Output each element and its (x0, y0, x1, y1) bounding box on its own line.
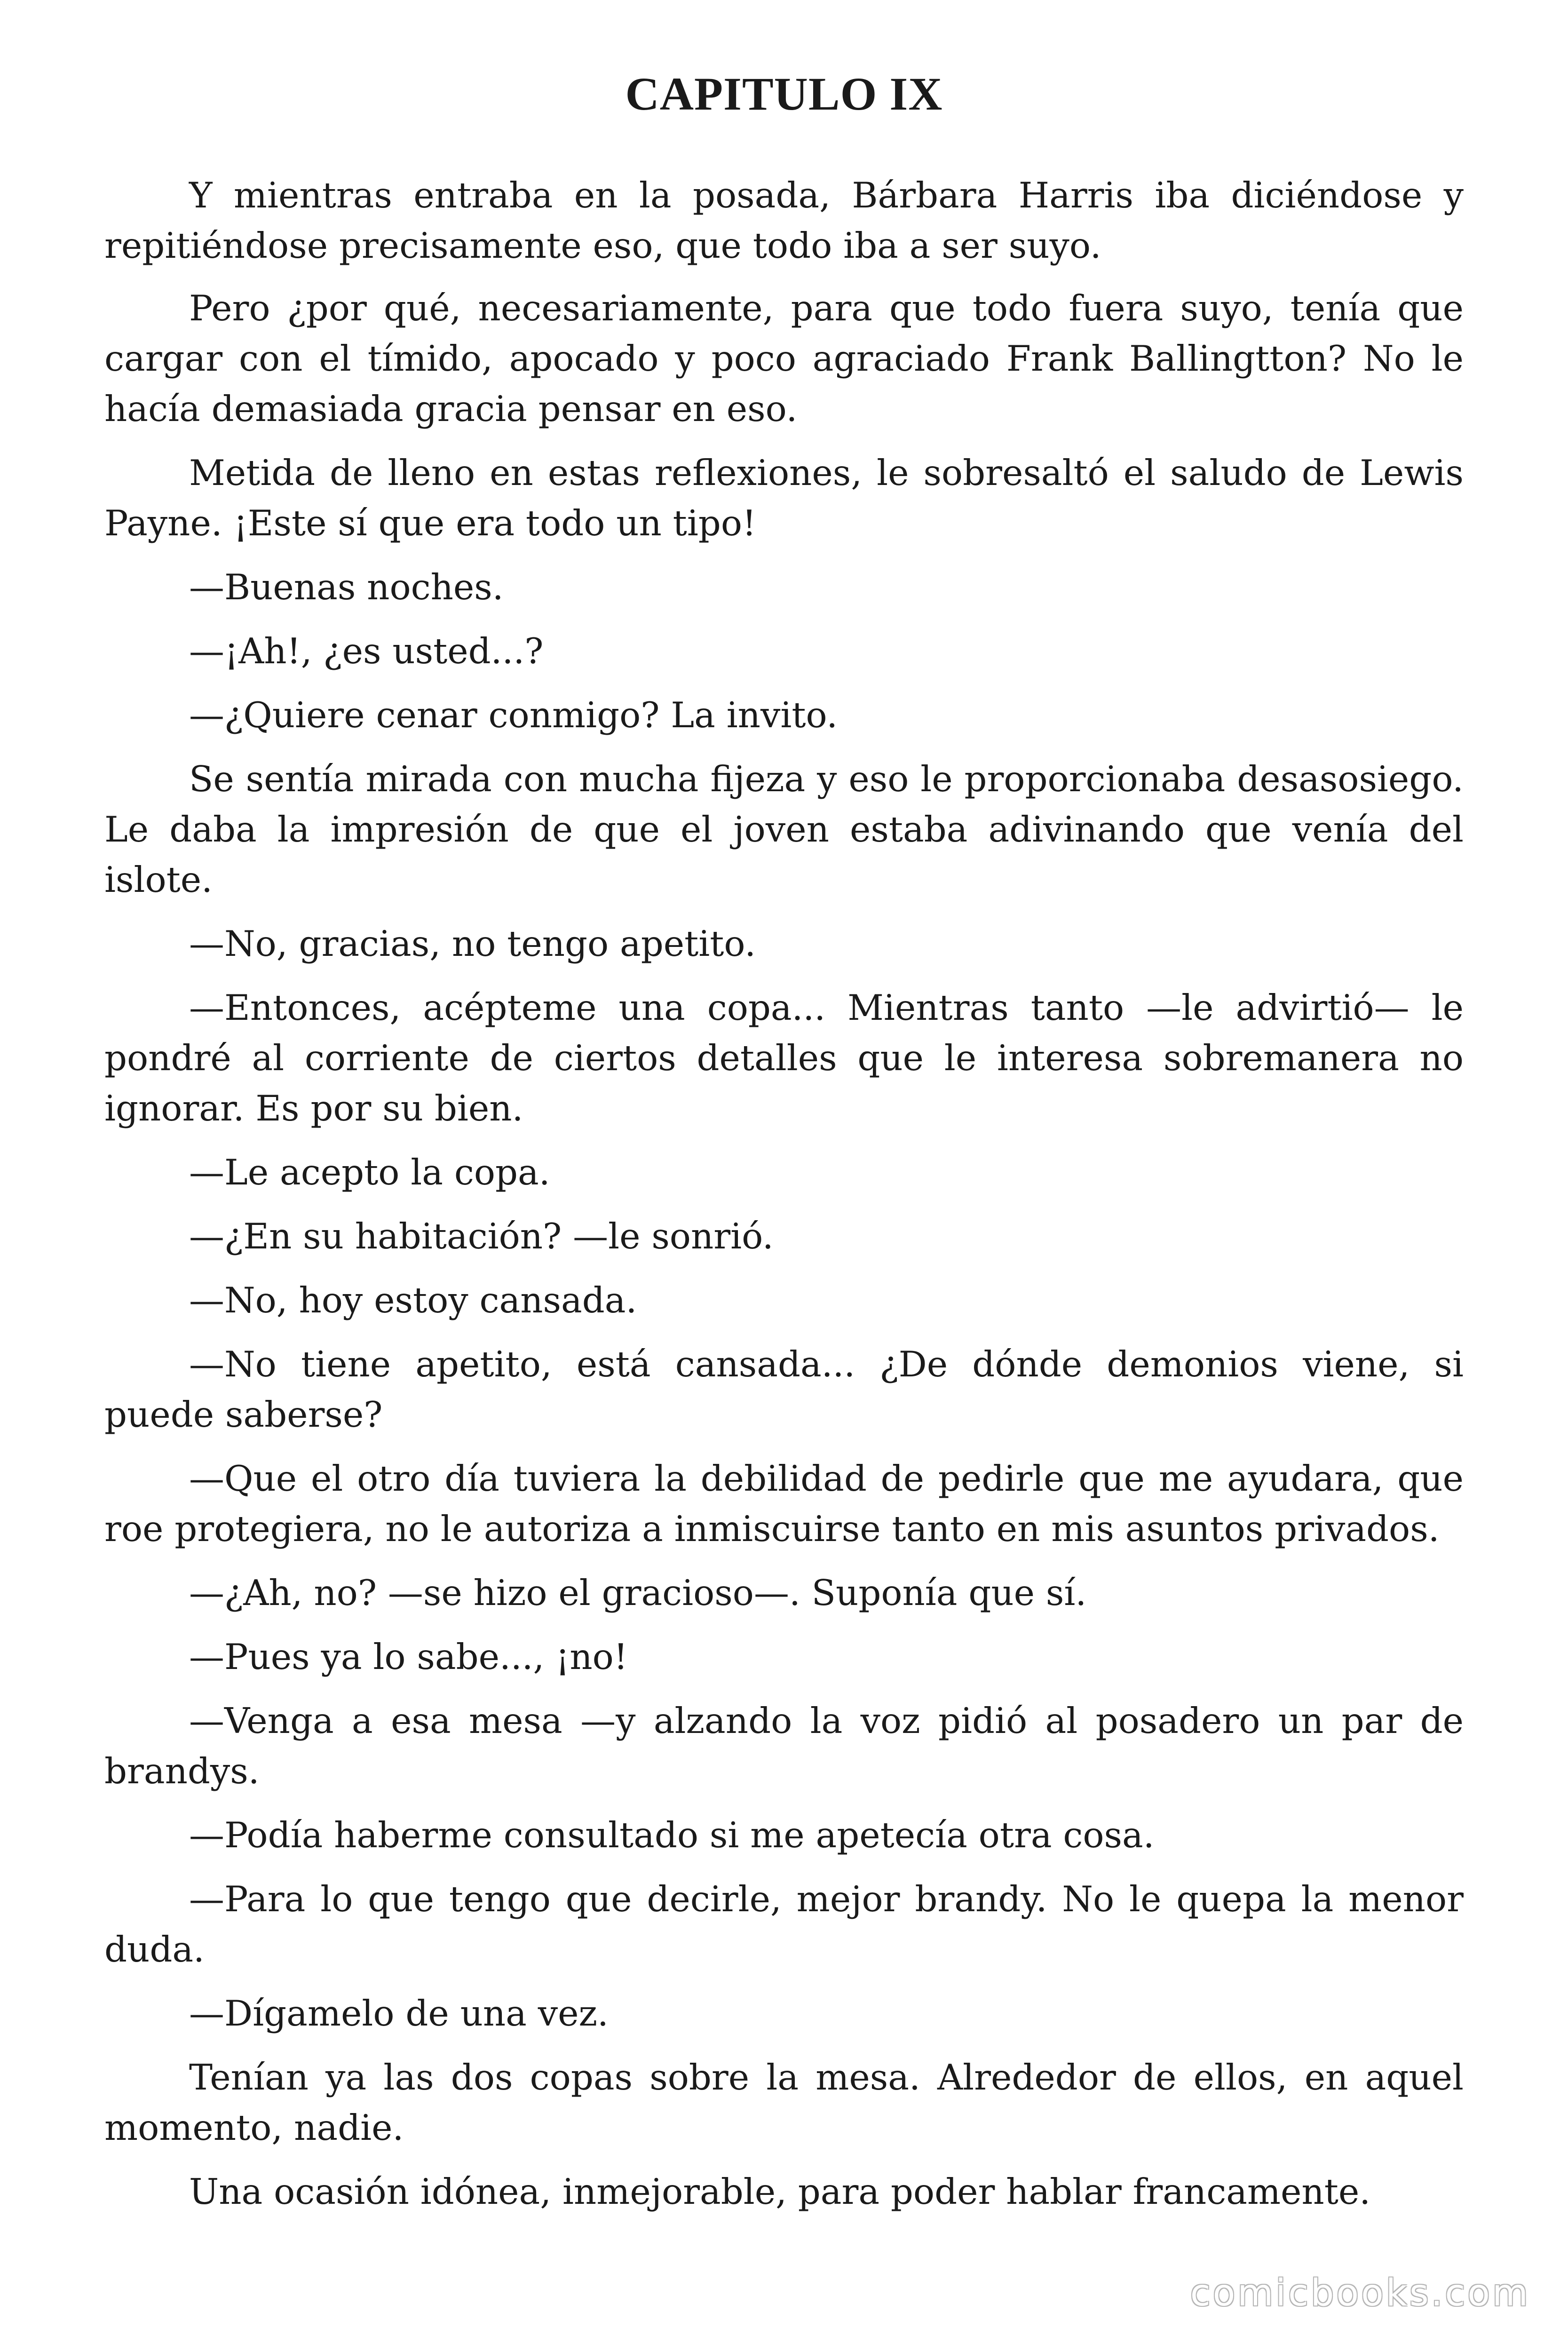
paragraph: Una ocasión idónea, inmejorable, para poder hablar francamente. (189, 2171, 1371, 2212)
watermark: comicbooks.com (1190, 2272, 1530, 2314)
dialogue-line: —Que el otro día tuviera la debilidad de pedirle que me ayudara, que roe protegiera, no le autoriza a inmiscuirse tanto en mis asuntos privados. (104, 1458, 1464, 1549)
dialogue-line: —¿Ah, no? —se hizo el gracioso—. Suponía que sí. (189, 1572, 1087, 1613)
paragraph: Se sentía mirada con mucha fijeza y eso le proporcionaba desasosiego. Le daba la impresión de que el joven estaba adivinando que venía del islote. (104, 758, 1464, 900)
paragraph: Pero ¿por qué, necesariamente, para que todo fuera suyo, tenía que cargar con el tímido, apocado y poco agraciado Frank Ballingtton? No le hacía demasiada gracia pensar en eso. (104, 287, 1464, 429)
chapter-body (104, 170, 1464, 2231)
paragraph: Y mientras entraba en la posada, Bárbara Harris iba diciéndose y repitiéndose precisamente eso, que todo iba a ser suyo. (104, 175, 1464, 266)
paragraph: Tenían ya las dos copas sobre la mesa. Alrededor de ellos, en aquel momento, nadie. (104, 2057, 1464, 2148)
dialogue-line: —Para lo que tengo que decirle, mejor brandy. No le quepa la menor duda. (104, 1878, 1464, 1970)
dialogue-line: —¡Ah!, ¿es usted...? (189, 630, 544, 672)
dialogue-line: —Dígamelo de una vez. (189, 1993, 609, 2034)
dialogue-line: —¿Quiere cenar conmigo? La invito. (189, 694, 838, 736)
dialogue-line: —No tiene apetito, está cansada... ¿De dónde demonios viene, si puede saberse? (104, 1343, 1464, 1435)
dialogue-line: —Entonces, acépteme una copa... Mientras tanto —le advirtió— le pondré al corriente de ciertos detalles que le interesa sobremanera no ignorar. Es por su bien. (104, 987, 1464, 1129)
dialogue-line: —¿En su habitación? —le sonrió. (189, 1216, 774, 1257)
paragraph: Metida de lleno en estas reflexiones, le sobresaltó el saludo de Lewis Payne. ¡Este sí que era todo un tipo! (104, 452, 1464, 544)
dialogue-line: —No, gracias, no tengo apetito. (189, 923, 756, 964)
chapter-title: CAPITULO IX (625, 68, 943, 120)
dialogue-line: —Le acepto la copa. (189, 1152, 550, 1193)
dialogue-line: —Buenas noches. (189, 566, 504, 608)
dialogue-line: —No, hoy estoy cansada. (189, 1279, 637, 1321)
dialogue-line: —Podía haberme consultado si me apetecía otra cosa. (189, 1814, 1155, 1856)
dialogue-line: —Pues ya lo sabe..., ¡no! (189, 1636, 628, 1677)
dialogue-line: —Venga a esa mesa —y alzando la voz pidió al posadero un par de brandys. (104, 1700, 1464, 1792)
